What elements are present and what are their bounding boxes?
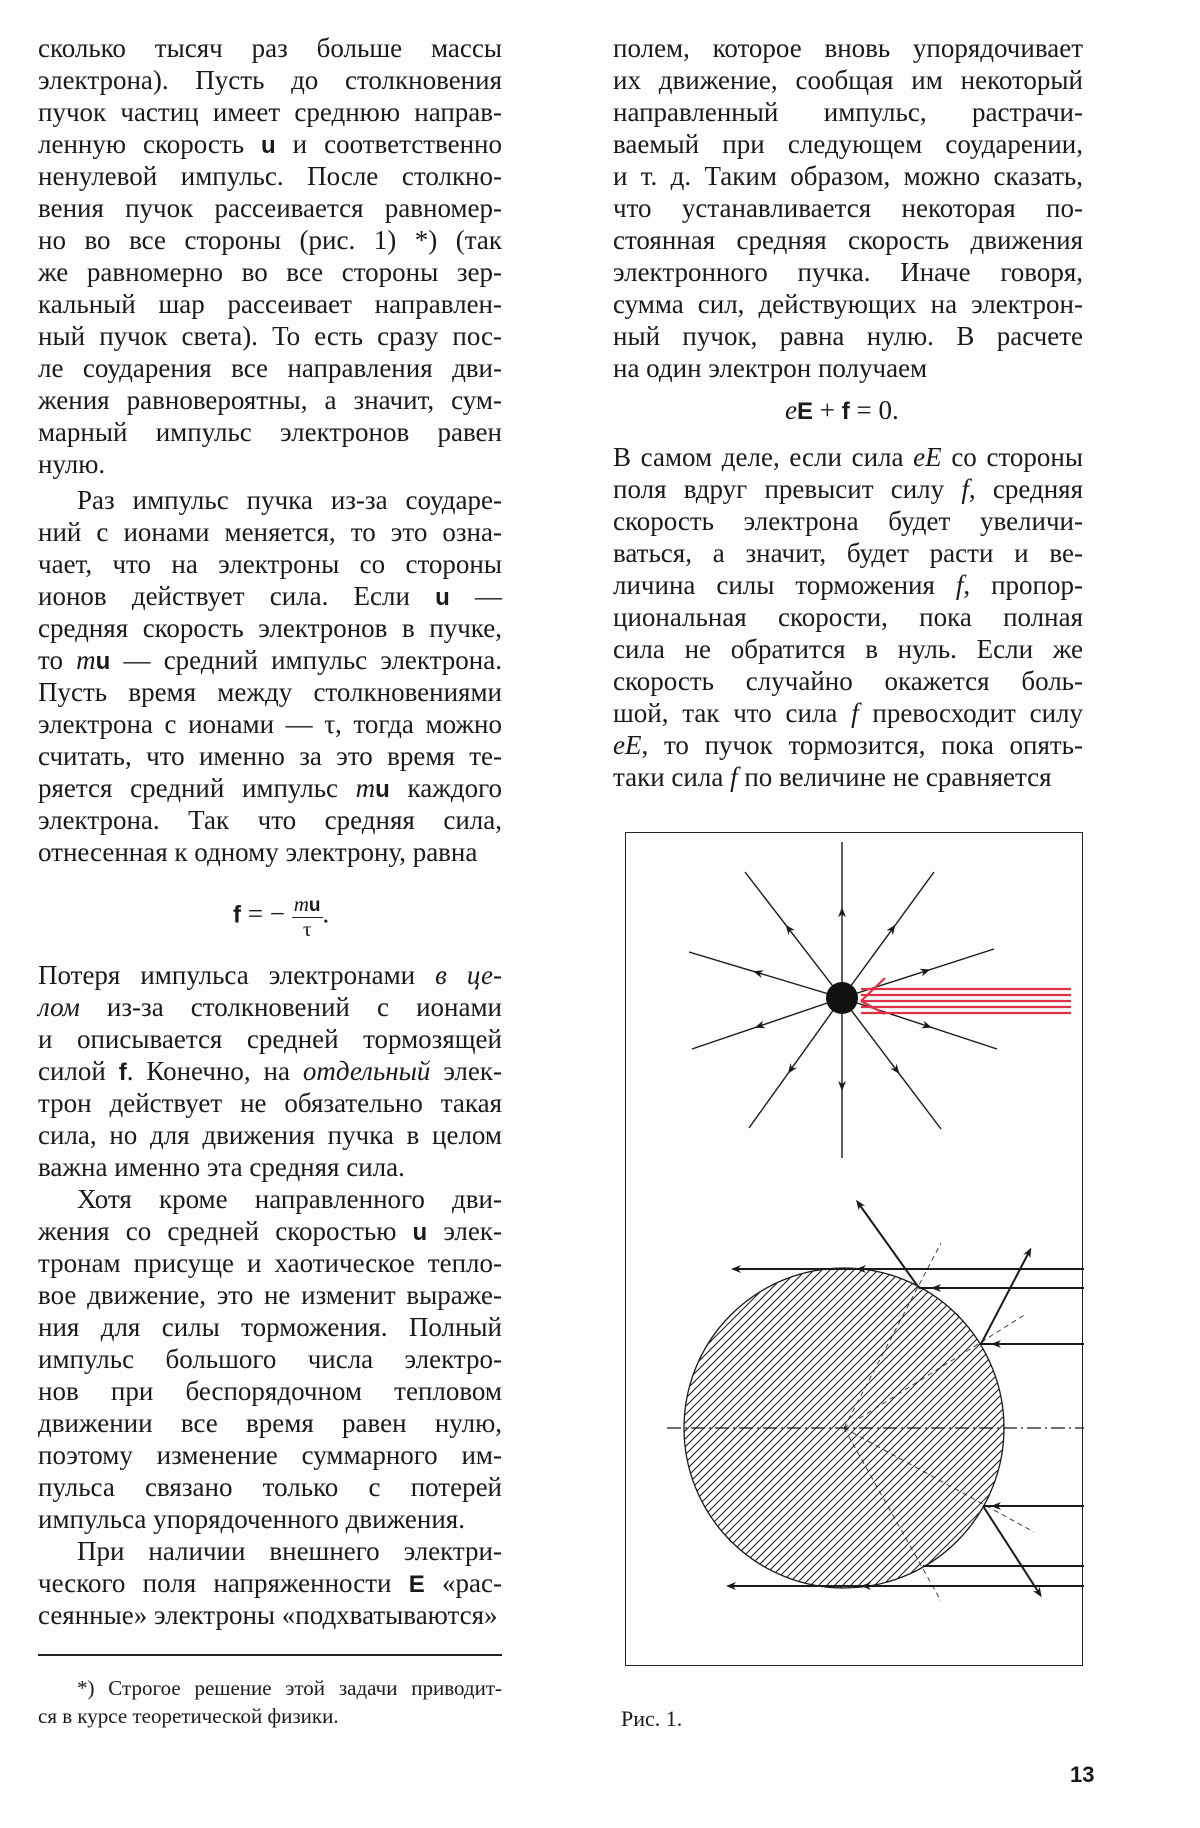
text-line: полем, которое вновь упорядочивает (613, 33, 1083, 63)
formula-force-balance (785, 395, 899, 426)
text-segment: , средняя (968, 474, 1083, 504)
text-segment: ионов действует сила. Если (38, 581, 436, 611)
figure-1-svg (626, 833, 1084, 1667)
text-line (613, 569, 1083, 601)
text-line (613, 761, 1083, 793)
ray-arrow-icon (760, 1016, 790, 1026)
text-line: Раз импульс пучка из-за соударе- (77, 485, 502, 515)
formula-f: f (841, 398, 850, 425)
italic-text: f (955, 570, 964, 600)
text-segment: и соответственно (275, 129, 502, 159)
text-segment: ряется средний импульс (38, 773, 356, 803)
text-segment: жения со средней скоростью (38, 1216, 413, 1246)
formula-symbol-f: f (233, 901, 241, 929)
text-line: ненулевой импульс. После столкно- (38, 161, 502, 191)
text-segment: элек- (427, 1216, 502, 1246)
text-segment: В самом деле, если сила (613, 442, 914, 472)
formula-e: e (785, 395, 797, 425)
text-line: но во все стороны (рис. 1) *) (так (38, 225, 502, 255)
text-line: ный пучок света). То есть сразу пос- (38, 321, 502, 351)
text-line: *) Строгое решение этой задачи приводит- (77, 1676, 502, 1700)
text-segment: . Конечно, на (126, 1056, 303, 1086)
ray-arrow-icon (874, 929, 892, 954)
text-line: на один электрон получаем (613, 353, 928, 383)
italic-text: m (355, 773, 376, 803)
ray-arrow-icon (789, 929, 808, 954)
text-line: направленный импульс, растрачи- (613, 97, 1083, 127)
text-line: движении все время равен нулю, (38, 1408, 502, 1438)
ray-arrow-icon (758, 973, 789, 982)
italic-text: f (730, 762, 738, 792)
text-line (38, 644, 502, 676)
ray-arrow-icon (791, 1044, 810, 1070)
text-segment: превосходит силу (858, 698, 1083, 728)
right-column-text-part-1 (613, 32, 1083, 384)
text-line: ваться, а значит, будет расти и ве- (613, 538, 1083, 568)
ray-arrow-icon (895, 971, 925, 981)
text-line: Пусть время между столкновениями (38, 677, 502, 707)
italic-text: лом (38, 992, 80, 1022)
text-line: ный пучок, равна нулю. В расчете (613, 321, 1083, 351)
left-column-text-part-1 (38, 32, 502, 480)
text-line: циональная скорости, пока полная (613, 602, 1083, 632)
text-segment: , то пучок тормозится, пока опять- (641, 730, 1083, 760)
text-line: стоянная средняя скорость движения (613, 225, 1083, 255)
formula-equals-zero: = 0. (849, 395, 899, 425)
reflected-ray (981, 1252, 1029, 1344)
text-segment: ленную скорость (38, 129, 262, 159)
text-line: сумма сил, действующих на электрон- (613, 289, 1083, 319)
bold-symbol: u (261, 132, 276, 159)
left-column-text-part-2 (38, 484, 502, 868)
formula-u: u (308, 895, 321, 916)
text-line: сколько тысяч раз больше массы (38, 33, 502, 63)
right-column-text-part-2 (613, 441, 1083, 793)
text-line: ний с ионами меняется, то это озна- (38, 517, 502, 547)
text-segment: — (449, 581, 502, 611)
text-line: электронного пучка. Иначе говоря, (613, 257, 1083, 287)
text-line: считать, что именно за это время те- (38, 741, 502, 771)
text-line (38, 580, 502, 612)
text-line: Хотя кроме направленного дви- (77, 1184, 502, 1214)
text-line (38, 991, 502, 1023)
formula-fraction (292, 893, 323, 940)
text-line: электрона с ионами — τ, тогда можно (38, 709, 502, 739)
bold-symbol: u (435, 584, 450, 611)
bold-symbol: E (408, 1571, 425, 1598)
text-line (613, 697, 1083, 729)
footnote-divider (38, 1654, 502, 1656)
text-segment: личина силы торможения (613, 570, 956, 600)
ray-arrow-icon (896, 1016, 927, 1026)
text-segment: силой (38, 1056, 119, 1086)
text-line: кальный шар рассеивает направлен- (38, 289, 502, 319)
italic-text: f (851, 698, 859, 728)
text-line: ния для силы торможения. Полный (38, 1312, 502, 1342)
scattering-center (826, 982, 858, 1014)
formula-drag-force (233, 893, 329, 940)
text-line: импульса упорядоченного движения. (38, 1504, 465, 1534)
text-line: тронам присуще и хаотическое тепло- (38, 1248, 502, 1278)
text-line: ле соударения все направления дви- (38, 353, 502, 383)
text-line: ся в курсе теоретической физики. (38, 1704, 339, 1728)
text-segment: Потеря импульса электронами (38, 960, 436, 990)
text-line: скорость случайно окажется боль- (613, 666, 1083, 696)
text-line: вения пучок рассеивается равномер- (38, 193, 502, 223)
formula-period: . (322, 898, 330, 929)
footnote (38, 1674, 502, 1730)
text-segment: со стороны (941, 442, 1083, 472)
text-line: средняя скорость электронов в пучке, (38, 613, 502, 643)
bold-symbol: f (118, 1059, 127, 1086)
text-line: ваемый при следующем соударении, (613, 129, 1083, 159)
text-line: нов при беспорядочном тепловом (38, 1376, 502, 1406)
text-segment: из-за столкновений с ионами (79, 992, 502, 1022)
text-segment: таки сила (613, 762, 731, 792)
bold-symbol: u (95, 648, 111, 675)
italic-text: m (76, 645, 96, 675)
text-segment: ческого поля напряженности (38, 1568, 409, 1598)
incident-beam (861, 978, 1071, 1014)
formula-equals-minus: = − (241, 898, 285, 929)
text-segment: поля вдруг превысит силу (613, 474, 962, 504)
text-line: трон действует не обязательно такая (38, 1088, 502, 1118)
text-line: и т. д. Таким образом, можно сказать, (613, 161, 1083, 191)
normal-line (844, 1314, 1026, 1428)
italic-text: отдельный (302, 1056, 431, 1086)
page-number: 13 (1070, 1762, 1095, 1787)
italic-text: eE (613, 730, 642, 760)
text-line: пульса связано только с потерей (38, 1472, 502, 1502)
formula-tau: τ (302, 917, 312, 941)
text-line (38, 128, 502, 160)
text-line: нулю. (38, 449, 106, 479)
text-line: что устанавливается некоторая по- (613, 193, 1083, 223)
text-line: поэтому изменение суммарного им- (38, 1440, 502, 1470)
text-line: и описывается средней тормозящей (38, 1024, 502, 1054)
formula-plus: + (813, 395, 842, 425)
figure-caption: Рис. 1. (621, 1706, 683, 1731)
text-line: электрона). Пусть до столкновения (38, 65, 502, 95)
text-line: отнесенная к одному электрону, равна (38, 837, 478, 867)
formula-m: m (293, 892, 309, 916)
text-segment: , пропор- (963, 570, 1083, 600)
text-line (38, 1055, 502, 1087)
text-segment: шой, так что сила (613, 698, 852, 728)
text-line (38, 959, 502, 991)
text-line (38, 1567, 502, 1599)
reflected-rays (731, 1204, 1084, 1601)
text-line: скорость электрона будет увеличи- (613, 506, 1083, 536)
text-line: марный импульс электронов равен (38, 417, 502, 447)
text-line: При наличии внешнего электри- (77, 1536, 502, 1566)
formula-E: E (796, 398, 813, 425)
italic-text: f (961, 474, 969, 504)
text-line: чает, что на электроны со стороны (38, 549, 502, 579)
text-line: пучок частиц имеет среднюю направ- (38, 97, 502, 127)
text-segment: элек- (430, 1056, 502, 1086)
text-line: электрона. Так что средняя сила, (38, 805, 502, 835)
bold-symbol: u (412, 1219, 428, 1246)
text-line (613, 473, 1083, 505)
ray-arrow-icon (877, 1044, 897, 1070)
text-line: важна именно эта средняя сила. (38, 1152, 405, 1182)
text-line: импульс большого числа электро- (38, 1344, 502, 1374)
text-line: же равномерно во все стороны зер- (38, 257, 502, 287)
text-segment: — средний импульс электрона. (110, 645, 502, 675)
text-line (613, 441, 1083, 473)
left-column-text-part-3 (38, 959, 502, 1631)
text-segment: по величине не сравняется (737, 762, 1052, 792)
text-line: сеянные» электроны «подхватываются» (38, 1600, 498, 1630)
text-line (38, 772, 502, 804)
text-line: вое движение, это не изменит выраже- (38, 1280, 502, 1310)
figure-1-scattering-diagram (625, 832, 1083, 1666)
text-line (38, 1215, 502, 1247)
bold-symbol: u (375, 776, 390, 803)
italic-text: в це- (435, 960, 502, 990)
italic-text: eE (913, 442, 942, 472)
text-line: сила, но для движения пучка в целом (38, 1120, 502, 1150)
text-segment: каждого (389, 773, 502, 803)
text-line: их движение, сообщая им некоторый (613, 65, 1083, 95)
text-line: жения равновероятны, а значит, сум- (38, 385, 502, 415)
text-segment: то (38, 645, 77, 675)
text-line: сила не обратится в нуль. Если же (613, 634, 1083, 664)
text-line (613, 729, 1083, 761)
text-segment: «рас- (424, 1568, 502, 1598)
